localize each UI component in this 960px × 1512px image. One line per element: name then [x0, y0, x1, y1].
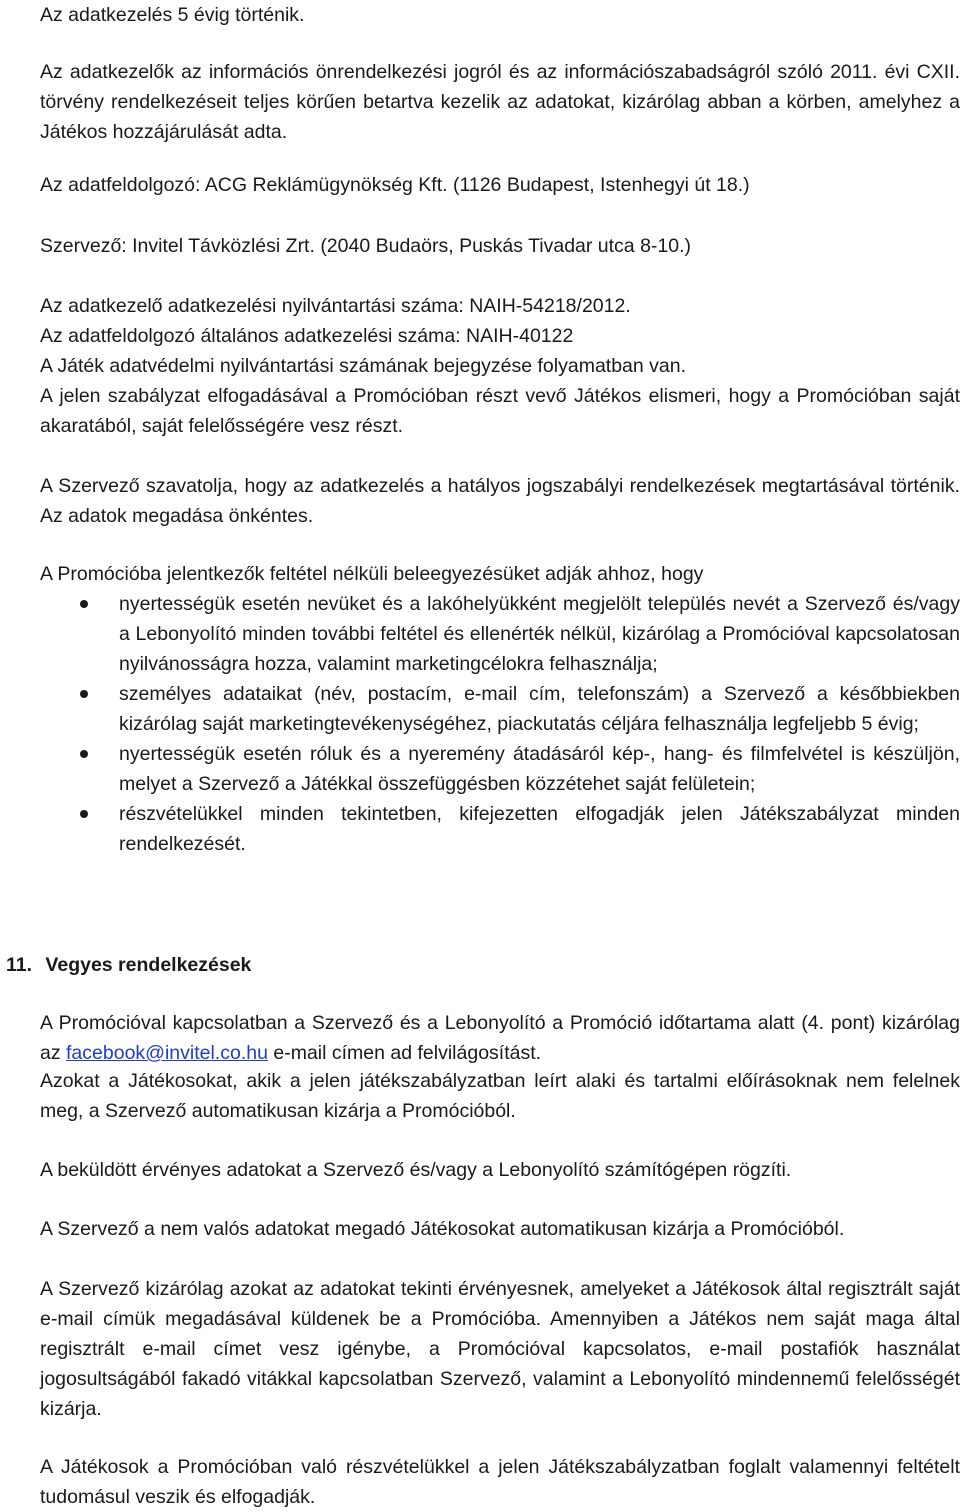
game-registration-paragraph: A Játék adatvédelmi nyilvántartási számának bejegyzése folyamatban van. [40, 355, 687, 377]
list-item-text: nyertességük esetén róluk és a nyeremény átadásáról kép-, hang- és filmfelvétel is készüljön, melyet a Szervező a Játékkal összefüggésben közzétehet saját felületein; [119, 743, 960, 795]
list-item-text: részvételükkel minden tekintetben, kifejezetten elfogadják jelen Játékszabályzat minden rendelkezését. [119, 803, 960, 855]
legal-basis-paragraph: Az adatkezelők az információs önrendelkezési jogról és az információszabadságról szóló 2011. évi CXII. törvény rendelkezéseit teljes körűen betartva kezelik az adatokat, kizárólag abban a körben, amelyhez a Játékos hozzájárulását adta. [40, 61, 960, 143]
invalid-data-paragraph: A Szervező a nem valós adatokat megadó Játékosokat automatikusan kizárja a Promócióból. [40, 1218, 845, 1240]
contact-email-link[interactable]: facebook@invitel.co.hu [66, 1042, 268, 1064]
processor-paragraph: Az adatfeldolgozó: ACG Reklámügynökség Kft. (1126 Budapest, Istenhegyi út 18.) [40, 174, 750, 196]
guarantee-paragraph: A Szervező szavatolja, hogy az adatkezelés a hatályos jogszabályi rendelkezések megtartásával történik. Az adatok megadása önkéntes. [40, 475, 960, 527]
retention-paragraph: Az adatkezelés 5 évig történik. [40, 4, 305, 26]
list-item [40, 799, 960, 859]
processor-registration-paragraph: Az adatfeldolgozó általános adatkezelési száma: NAIH-40122 [40, 325, 574, 347]
list-item-text: nyertességük esetén nevüket és a lakóhelyükként megjelölt település nevét a Szervező és/vagy a Lebonyolító minden további feltétel és ellenérték nélkül, kizárólag a Promócióval kapcsolatosan nyilvánosságra hozza, valamint marketingcélokra felhasználja; [119, 593, 960, 675]
list-item [40, 589, 960, 679]
list-item-text: személyes adataikat (név, postacím, e-mail cím, telefonszám) a Szervező a későbbiekben kizárólag saját marketingtevékenységéhez, piackutatás céljára felhasználja legfeljebb 5 évig; [119, 683, 960, 735]
participation-paragraph: A Játékosok a Promócióban való részvételükkel a jelen Játékszabályzatban foglalt valamennyi feltételt tudomásul veszik és elfogadják. [40, 1456, 960, 1508]
controller-registration-paragraph: Az adatkezelő adatkezelési nyilvántartási száma: NAIH-54218/2012. [40, 295, 631, 317]
acceptance-paragraph: A jelen szabályzat elfogadásával a Promócióban részt vevő Játékos elismeri, hogy a Promócióban saját akaratából, saját felelősségére vesz részt. [40, 385, 960, 437]
section-heading [6, 950, 251, 980]
contact-text-before: A Promócióval kapcsolatban a Szervező és a Lebonyolító a Promóció időtartama alatt (4. pont) kizárólag az [40, 1012, 960, 1064]
data-recording-paragraph: A beküldött érvényes adatokat a Szervező és/vagy a Lebonyolító számítógépen rögzíti. [40, 1159, 792, 1181]
consent-intro-paragraph: A Promócióba jelentkezők feltétel nélküli beleegyezésüket adják ahhoz, hogy [40, 563, 704, 585]
exclusion-paragraph: Azokat a Játékosokat, akik a jelen játékszabályzatban leírt alaki és tartalmi előírásoknak nem felelnek meg, a Szervező automatikusan kizárja a Promócióból. [40, 1070, 960, 1122]
consent-list [40, 589, 960, 859]
list-item [40, 679, 960, 739]
section-title: Vegyes rendelkezések [45, 954, 252, 976]
organizer-paragraph: Szervező: Invitel Távközlési Zrt. (2040 Budaörs, Puskás Tivadar utca 8-10.) [40, 235, 692, 257]
contact-paragraph [40, 1008, 960, 1068]
contact-text-after: e-mail címen ad felvilágosítást. [267, 1042, 542, 1064]
section-number: 11. [6, 954, 33, 976]
list-item [40, 739, 960, 799]
email-validity-paragraph: A Szervező kizárólag azokat az adatokat tekinti érvényesnek, amelyeket a Játékosok által regisztrált saját e-mail címük megadásával küldenek be a Promócióba. Amennyiben a Játékos nem saját maga által regisztrált e-mail címet vesz igénybe, a Promócióval kapcsolatos, e-mail postafiók használat jogosultságából fakadó vitákkal kapcsolatban Szervező, valamint a Lebonyolító mindennemű felelősségét kizárja. [40, 1278, 960, 1420]
